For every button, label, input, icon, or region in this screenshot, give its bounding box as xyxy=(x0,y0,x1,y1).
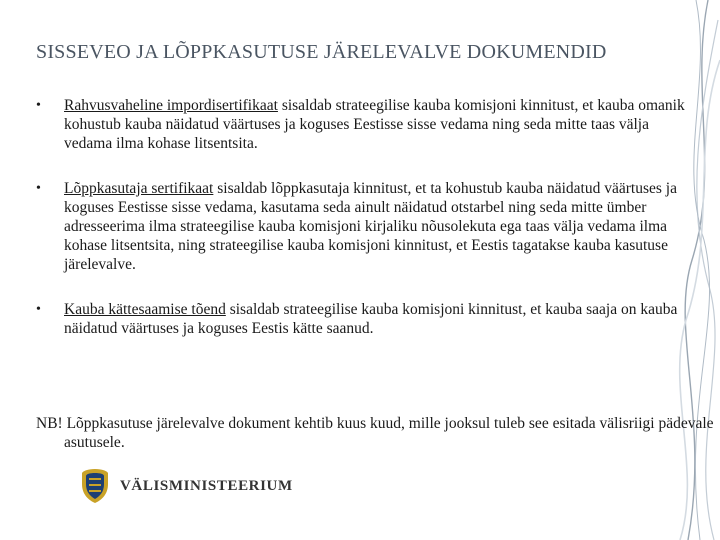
term-import-certificate[interactable]: Rahvusvaheline impordisertifikaat xyxy=(64,97,278,114)
ministry-name: VÄLISMINISTEERIUM xyxy=(120,477,293,494)
coat-of-arms-icon xyxy=(78,468,112,504)
note-paragraph: NB! Lõppkasutuse järelevalve dokument kehtib kuus kuud, mille jooksul tuleb see esitada välisriigi pädevale asutusele. xyxy=(36,415,714,451)
bullet-delivery-verification xyxy=(36,300,686,338)
bullet-marker: • xyxy=(36,302,41,317)
bullet-text: sisaldab lõppkasutaja kinnitust, et ta kohustub kauba näidatud väärtuses ja koguses Eestisse sisse vedama, kasutama seda ainult näidatud otstarbel ning seda mitte ümber adresseerima ilma strateegilise kauba komisjoni kirjaliku nõusolekuta ega taas välja vedama ilma kohase litsentsita, ning strateegilise kauba komisjoni kinnitust, et Eestis tagatakse kauba kasutuse järelevalve. xyxy=(64,180,677,273)
bullet-end-user-certificate xyxy=(36,179,686,274)
bullet-text: sisaldab strateegilise kauba komisjoni kinnitust, et kauba saaja on kauba näidatud väärtuses ja koguses Eestis kätte saanud. xyxy=(64,301,678,337)
bullet-marker: • xyxy=(36,181,41,196)
term-end-user-certificate[interactable]: Lõppkasutaja sertifikaat xyxy=(64,180,214,197)
bullet-import-certificate xyxy=(36,96,686,153)
slide-title: SISSEVEO JA LÕPPKASUTUSE JÄRELEVALVE DOKUMENDID xyxy=(36,41,607,63)
bullet-list xyxy=(36,96,686,364)
bullet-marker: • xyxy=(36,98,41,113)
ministry-logo xyxy=(78,468,293,504)
term-delivery-verification[interactable]: Kauba kättesaamise tõend xyxy=(64,301,226,318)
bullet-text: sisaldab strateegilise kauba komisjoni kinnitust, et kauba omanik kohustub kauba näidatud väärtuses ja koguses Eestisse sisse vedama ning seda mitte taas välja vedama ilma kohase litsentsita. xyxy=(64,97,685,152)
